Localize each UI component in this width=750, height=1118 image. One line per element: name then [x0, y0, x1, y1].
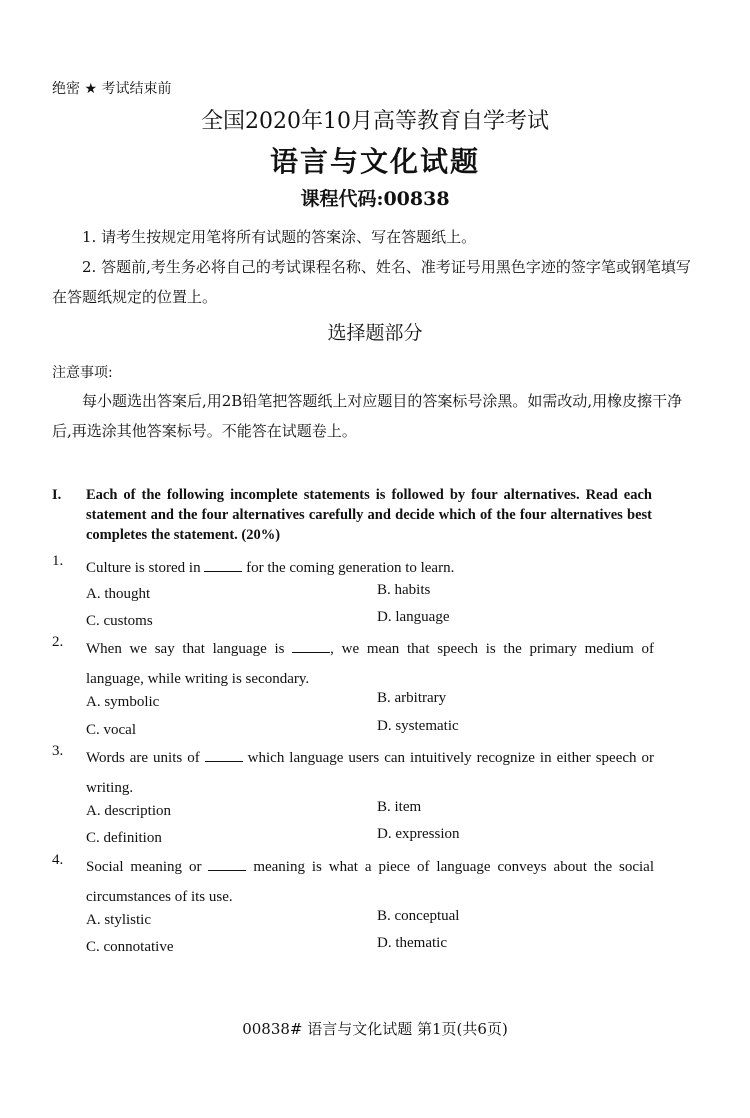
- option-c: C. definition: [86, 830, 162, 846]
- stem-after: meaning is what a piece of language conveys about the social circumstances of its use.: [86, 859, 655, 905]
- option-b: B. habits: [377, 582, 431, 598]
- question-number: 4.: [52, 852, 64, 868]
- option-a: A. stylistic: [86, 912, 152, 928]
- question-number: 1.: [52, 553, 64, 569]
- option-b: B. conceptual: [377, 908, 460, 924]
- question-stem: [86, 553, 654, 583]
- question-4: [52, 852, 654, 912]
- notes-text: 每小题选出答案后,用2B铅笔把答题纸上对应题目的答案标号涂黑。如需改动,用橡皮擦干净后,再选涂其他答案标号。不能答在试题卷上。: [52, 392, 683, 440]
- course-code: 课程代码:00838: [300, 188, 450, 210]
- question-2: [52, 634, 654, 694]
- option-c: C. vocal: [86, 722, 136, 738]
- stem-before: Social meaning or: [86, 859, 202, 875]
- question-3: [52, 743, 654, 803]
- option-a: A. symbolic: [86, 694, 160, 710]
- stem-after: which language users can intuitively recognize in either speech or writing.: [86, 750, 654, 796]
- option-c: C. customs: [86, 613, 153, 629]
- section-heading: 选择题部分: [327, 322, 423, 344]
- part-instruction: Each of the following incomplete statements is followed by four alternatives. Read each statement and the four alternatives carefully and decide which of the four alternatives best completes the statement. (20%): [86, 487, 652, 543]
- question-number: 2.: [52, 634, 64, 650]
- stem-before: Words are units of: [86, 750, 200, 766]
- stem-after: for the coming generation to learn.: [246, 560, 455, 576]
- stem-after: , we mean that speech is the primary medium of language, while writing is secondary.: [86, 641, 654, 687]
- question-stem: [86, 634, 654, 694]
- option-d: D. thematic: [377, 935, 447, 951]
- question-stem: [86, 852, 654, 912]
- subject-title: 语言与文化试题: [269, 145, 480, 178]
- exam-title: 全国2020年10月高等教育自学考试: [201, 109, 549, 134]
- option-b: B. arbitrary: [377, 690, 447, 706]
- question-1: [52, 553, 654, 583]
- option-d: D. systematic: [377, 718, 459, 734]
- option-b: B. item: [377, 799, 422, 815]
- stem-before: Culture is stored in: [86, 560, 201, 576]
- confidential-label: 绝密 ★ 考试结束前: [52, 81, 172, 97]
- answer-blank: [292, 638, 330, 653]
- part-number: I.: [52, 487, 62, 503]
- option-a: A. description: [86, 803, 171, 819]
- instruction-2: 2. 答题前,考生务必将自己的考试课程名称、姓名、准考证号用黑色字迹的签字笔或钢笔填写在答题纸规定的位置上。: [52, 258, 691, 306]
- option-a: A. thought: [86, 586, 151, 602]
- option-d: D. language: [377, 609, 450, 625]
- answer-blank: [205, 747, 243, 762]
- notes-label: 注意事项:: [52, 365, 113, 381]
- part-heading: [52, 485, 652, 545]
- question-stem: [86, 743, 654, 803]
- stem-before: When we say that language is: [86, 641, 285, 657]
- instruction-1: 1. 请考生按规定用笔将所有试题的答案涂、写在答题纸上。: [82, 228, 477, 246]
- answer-blank: [204, 557, 242, 572]
- option-c: C. connotative: [86, 939, 174, 955]
- answer-blank: [208, 856, 246, 871]
- question-number: 3.: [52, 743, 64, 759]
- option-d: D. expression: [377, 826, 460, 842]
- page-footer: 00838# 语言与文化试题 第1页(共6页): [242, 1020, 508, 1038]
